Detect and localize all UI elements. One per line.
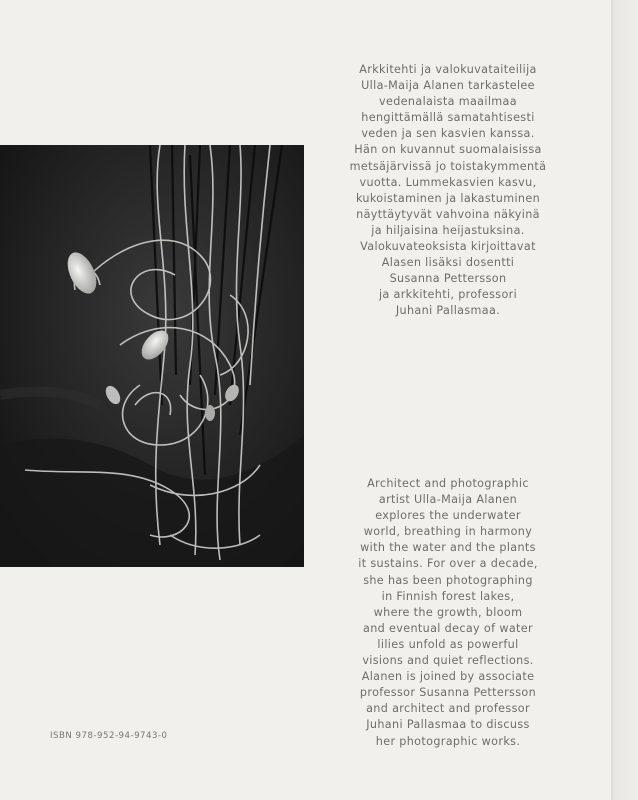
finnish-text-line: hengittämällä samatahtisesti xyxy=(361,111,535,125)
finnish-description xyxy=(330,62,566,320)
finnish-text-line: Arkkitehti ja valokuvataiteilija xyxy=(359,63,537,76)
english-text-line: explores the underwater xyxy=(375,509,521,523)
finnish-text-line: ja hiljaisina heijastuksina. xyxy=(371,223,525,237)
english-description xyxy=(330,476,566,750)
english-text-line: Alanen is joined by associate xyxy=(361,670,535,684)
finnish-text-line: näyttäytyvät vahvoina näkyinä xyxy=(356,207,540,221)
english-text-line: Architect and photographic xyxy=(367,477,529,490)
english-text-line: artist Ulla-Maija Alanen xyxy=(378,493,518,507)
finnish-text-line: veden ja sen kasvien kanssa. xyxy=(361,127,535,141)
english-text-line: professor Susanna Pettersson xyxy=(359,686,537,700)
finnish-text-line: metsäjärvissä jo toistakymmentä xyxy=(349,159,547,173)
english-text-line: and architect and professor xyxy=(366,702,530,716)
finnish-text-line: ja arkkitehti, professori xyxy=(378,288,518,302)
english-text-line: with the water and the plants xyxy=(360,541,536,555)
finnish-text-line: vuotta. Lummekasvien kasvu, xyxy=(359,175,537,189)
english-text-line: and eventual decay of water xyxy=(363,621,533,635)
english-text-line: she has been photographing xyxy=(363,573,533,587)
english-text-line: lilies unfold as powerful xyxy=(377,637,519,651)
finnish-text-line: Susanna Pettersson xyxy=(389,272,507,286)
english-text-line: where the growth, bloom xyxy=(373,605,523,619)
finnish-text-line: Juhani Pallasmaa. xyxy=(395,304,501,318)
finnish-text-line: kukoistaminen ja lakastuminen xyxy=(355,191,541,205)
english-text-line: world, breathing in harmony xyxy=(363,525,533,539)
isbn-number: ISBN 978-952-94-9743-0 xyxy=(50,731,168,741)
cover-photograph-water-lilies xyxy=(0,145,304,567)
finnish-text-line: vedenalaista maailmaa xyxy=(379,95,517,109)
finnish-text-line: Alasen lisäksi dosentti xyxy=(381,256,515,270)
english-text-line: Juhani Pallasmaa to discuss xyxy=(366,718,530,732)
english-text-line: her photographic works. xyxy=(375,734,521,748)
finnish-text-line: Ulla-Maija Alanen tarkastelee xyxy=(361,79,535,93)
english-text-line: visions and quiet reflections. xyxy=(362,654,534,668)
book-spine-edge xyxy=(611,0,638,800)
finnish-text-line: Valokuvateoksista kirjoittavat xyxy=(360,240,536,254)
finnish-text-line: Hän on kuvannut suomalaisissa xyxy=(354,143,542,157)
english-text-line: in Finnish forest lakes, xyxy=(381,589,515,603)
english-text-line: it sustains. For over a decade, xyxy=(358,557,538,571)
